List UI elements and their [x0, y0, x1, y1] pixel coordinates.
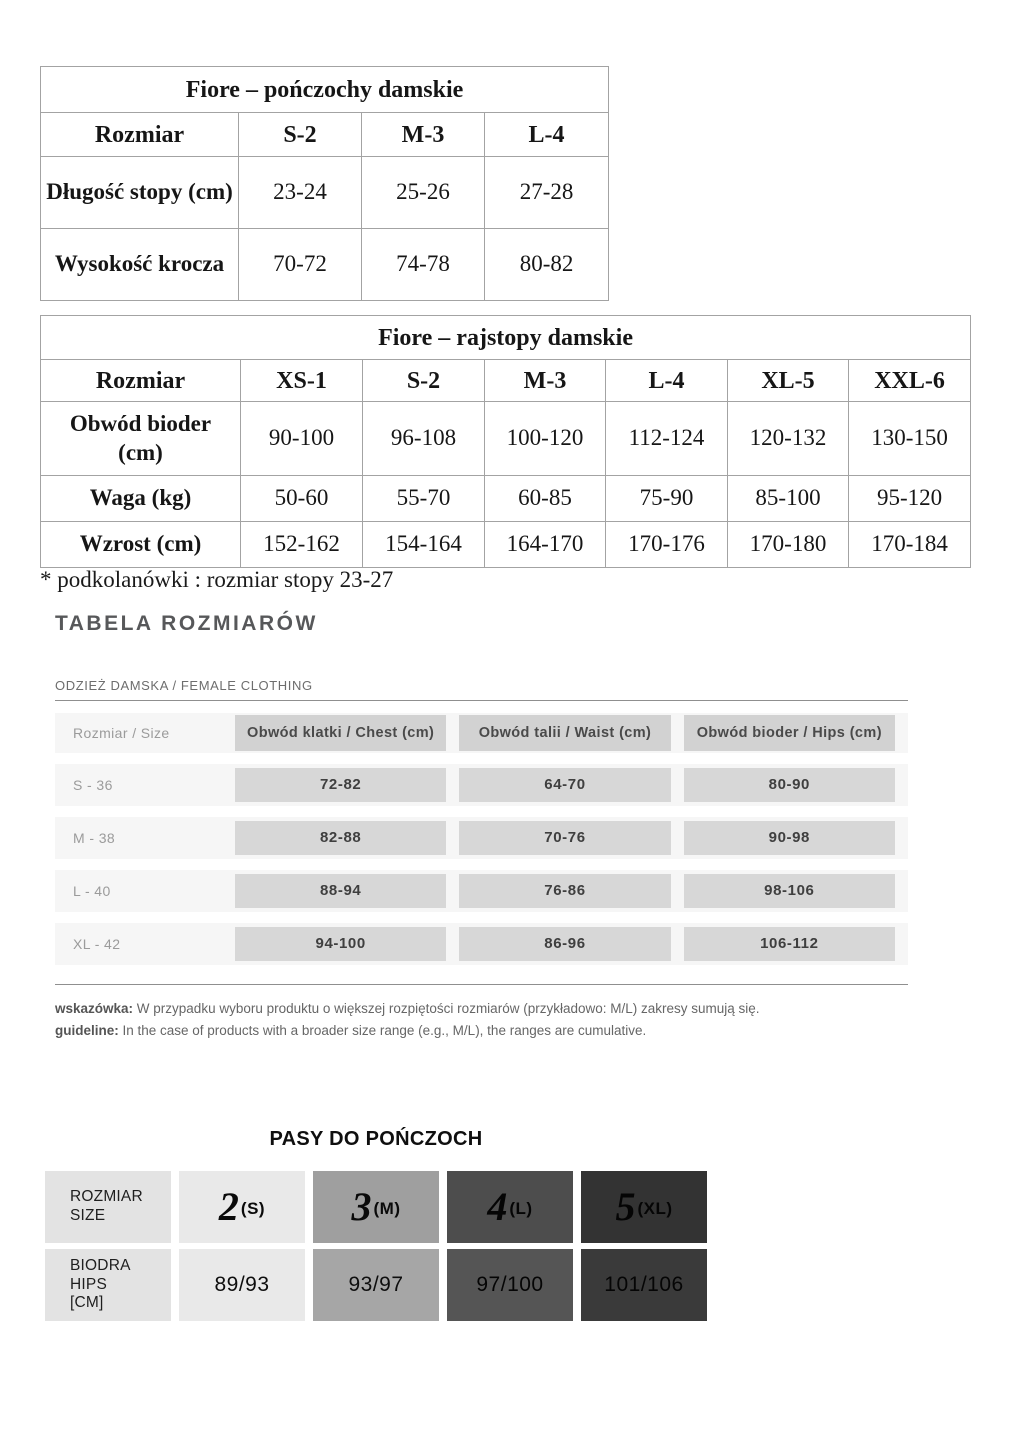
table-header-row: [41, 113, 609, 157]
size-chart-heading: TABELA ROZMIARÓW: [55, 612, 318, 635]
hips-value: 89/93: [214, 1273, 270, 1296]
hint-english: [55, 1020, 908, 1042]
table-cell: 170-184: [849, 522, 971, 568]
row-label: Waga (kg): [41, 476, 241, 522]
waist-value: 70-76: [459, 821, 670, 855]
waist-column-header: Obwód talii / Waist (cm): [459, 715, 670, 751]
table-cell: 55-70: [363, 476, 485, 522]
hips-value: 106-112: [684, 927, 895, 961]
kneesocks-footnote: * podkolanówki : rozmiar stopy 23-27: [40, 567, 394, 592]
size-letter: (XL): [637, 1198, 673, 1218]
table-cell: 27-28: [485, 157, 609, 229]
size-number: 4: [487, 1184, 508, 1229]
hint-english-text: In the case of products with a broader size range (e.g., M/L), the ranges are cumulative.: [118, 1023, 647, 1038]
fiore-tights-size-table: [40, 315, 971, 568]
size-chart-hints: [55, 998, 908, 1042]
hint-english-label: guideline:: [55, 1023, 119, 1038]
size-chart-row: [55, 923, 908, 965]
table-cell: 70-72: [239, 229, 362, 301]
table-title-row: [41, 316, 971, 360]
waist-value: 86-96: [459, 927, 670, 961]
waist-value: 76-86: [459, 874, 670, 908]
hips-label-line: BIODRA: [70, 1257, 131, 1275]
table-cell: 154-164: [363, 522, 485, 568]
hips-value: 98-106: [684, 874, 895, 908]
size-chart-row: [55, 764, 908, 806]
table-row: [41, 402, 971, 476]
size-number: 2: [218, 1184, 239, 1229]
chest-column-header: Obwód klatki / Chest (cm): [235, 715, 446, 751]
table-cell: 75-90: [606, 476, 728, 522]
hips-label-line: [CM]: [70, 1294, 104, 1312]
waist-value: 64-70: [459, 768, 670, 802]
size-label-line: ROZMIAR: [70, 1188, 143, 1206]
table-cell: 60-85: [485, 476, 606, 522]
garter-size-cell: [447, 1171, 573, 1243]
garter-size-cell: [581, 1171, 707, 1243]
garter-size-header-cell: [45, 1171, 171, 1243]
hips-value: 90-98: [684, 821, 895, 855]
row-label: Wysokość krocza: [41, 229, 239, 301]
hips-value: 97/100: [476, 1273, 544, 1296]
table-cell: 170-180: [728, 522, 849, 568]
row-label: Obwód bioder (cm): [41, 402, 241, 476]
table-title-row: [41, 67, 609, 113]
size-label: L - 40: [73, 883, 111, 899]
table-title: Fiore – pończochy damskie: [41, 67, 609, 113]
hint-polish-label: wskazówka:: [55, 1001, 134, 1016]
table-title: Fiore – rajstopy damskie: [41, 316, 971, 360]
size-letter: (S): [240, 1198, 266, 1218]
table-cell: 23-24: [239, 157, 362, 229]
size-label: M - 38: [73, 830, 116, 846]
table-cell: 85-100: [728, 476, 849, 522]
size-chart-header-row: [55, 713, 908, 753]
table-cell: 74-78: [362, 229, 485, 301]
size-letter: (L): [509, 1198, 533, 1218]
garter-hips-cell: [581, 1249, 707, 1321]
garter-hips-cell: [313, 1249, 439, 1321]
size-column-header: Rozmiar / Size: [73, 725, 170, 741]
size-chart-row: [55, 817, 908, 859]
table-cell: 96-108: [363, 402, 485, 476]
table-cell: 120-132: [728, 402, 849, 476]
hips-value: 101/106: [604, 1273, 684, 1296]
table-cell: 152-162: [241, 522, 363, 568]
column-header: S-2: [239, 113, 362, 157]
garter-hips-header-cell: [45, 1249, 171, 1321]
garter-hips-cell: [179, 1249, 305, 1321]
hips-value: 93/97: [348, 1273, 404, 1296]
chest-value: 72-82: [235, 768, 446, 802]
size-letter: (M): [373, 1198, 401, 1218]
table-cell: 112-124: [606, 402, 728, 476]
size-chart-subheading: ODZIEŻ DAMSKA / FEMALE CLOTHING: [55, 678, 313, 693]
table-row: [41, 476, 971, 522]
table-cell: 100-120: [485, 402, 606, 476]
hint-polish: [55, 998, 908, 1020]
divider-line: [55, 700, 908, 701]
garter-size-cell: [313, 1171, 439, 1243]
divider-line: [55, 984, 908, 985]
size-chart-section: [55, 612, 908, 1042]
hips-label-line: HIPS: [70, 1275, 107, 1293]
hips-value: 80-90: [684, 768, 895, 802]
column-header: XS-1: [241, 360, 363, 402]
table-cell: 170-176: [606, 522, 728, 568]
table-row: [41, 157, 609, 229]
table-cell: 95-120: [849, 476, 971, 522]
size-number: 3: [351, 1184, 372, 1229]
column-header: M-3: [485, 360, 606, 402]
table-cell: 80-82: [485, 229, 609, 301]
garter-belts-heading: PASY DO POŃCZOCH: [269, 1128, 483, 1150]
hint-polish-text: W przypadku wyboru produktu o większej rozpiętości rozmiarów (przykładowo: M/L) zakresy sumują się.: [133, 1001, 760, 1016]
size-number: 5: [615, 1184, 636, 1229]
hips-column-header: Obwód bioder / Hips (cm): [684, 715, 895, 751]
column-header: Rozmiar: [41, 360, 241, 402]
size-label: XL - 42: [73, 936, 121, 952]
table-row: [41, 522, 971, 568]
column-header: L-4: [485, 113, 609, 157]
chest-value: 88-94: [235, 874, 446, 908]
size-label: S - 36: [73, 777, 113, 793]
column-header: XXL-6: [849, 360, 971, 402]
size-label-line: SIZE: [70, 1207, 106, 1224]
table-cell: 130-150: [849, 402, 971, 476]
table-cell: 90-100: [241, 402, 363, 476]
column-header: M-3: [362, 113, 485, 157]
row-label: Wzrost (cm): [41, 522, 241, 568]
chest-value: 82-88: [235, 821, 446, 855]
table-row: [41, 229, 609, 301]
chest-value: 94-100: [235, 927, 446, 961]
garter-belts-table: [45, 1171, 707, 1321]
column-header: Rozmiar: [41, 113, 239, 157]
column-header: XL-5: [728, 360, 849, 402]
garter-size-cell: [179, 1171, 305, 1243]
table-cell: 25-26: [362, 157, 485, 229]
table-header-row: [41, 360, 971, 402]
table-cell: 50-60: [241, 476, 363, 522]
row-label: Długość stopy (cm): [41, 157, 239, 229]
garter-belts-section: [45, 1128, 707, 1321]
garter-hips-cell: [447, 1249, 573, 1321]
size-chart-row: [55, 870, 908, 912]
column-header: L-4: [606, 360, 728, 402]
table-cell: 164-170: [485, 522, 606, 568]
fiore-stockings-size-table: [40, 66, 609, 301]
column-header: S-2: [363, 360, 485, 402]
